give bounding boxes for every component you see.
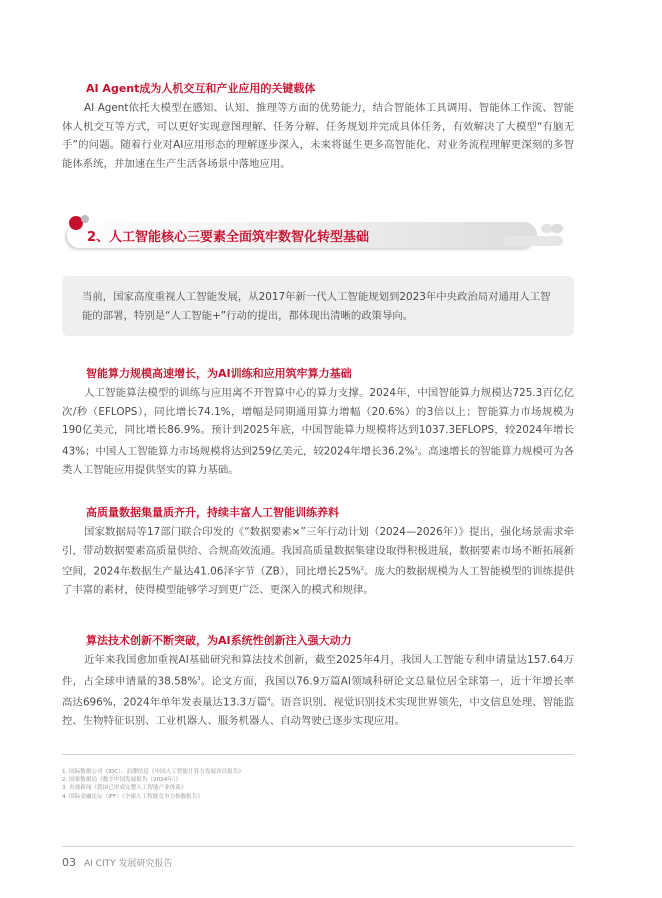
paragraph-compute	[62, 384, 574, 479]
text: 。语音识别、视觉识别技术实现世界领先，中文信息处理、智能监控、生物特征识别、工业机器人、服务机器人、自动驾驶已逐步实现应用。	[62, 696, 574, 727]
footnote: 2. 国家数据局《数字中国发展报告（2024年）》	[62, 777, 182, 784]
paragraph-data	[62, 523, 574, 600]
intro-callout: 当前，国家高度重视人工智能发展，从2017年新一代人工智能规划到2023年中央政治局对通用人工智能的部署，特别是“人工智能+”行动的提出，都体现出清晰的政策导向。	[62, 276, 574, 336]
text: 国家数据局等17部门联合印发的《“数据要素×”三年行动计划（2024—2026年）》提出，强化场景需求牵引，带动数据要素高质量供给、合规高效流通。我国高质量数据集建设取得积极进展，数据要素市场不断拓展新空间，2024年数据生产量达41.06泽字节（ZB），同比增长25%	[62, 526, 574, 578]
footnote-ref: 4	[267, 696, 271, 703]
divider	[62, 846, 574, 847]
footnote: 4. 国际金融论坛（IFF）《全球人工智能竞争力指数报告》	[62, 793, 204, 800]
text: 近年来我国愈加重视AI基础研究和算法技术创新，截至2025年4月，我国人工智能专利申请量达157.64万件，占全球申请量的38.58%	[62, 654, 574, 688]
gray-dot-icon	[81, 215, 89, 223]
paragraph-ai-agent: AI Agent依托大模型在感知、认知、推理等方面的优势能力，结合智能体工具调用、智能体工作流、智能体人机交互等方式，可以更好实现意图理解、任务分解、任务规划并完成具体任务，有效解决了大模型“有脑无手”的问题。随着行业对AI应用形态的理解逐步深入，未来将诞生更多高智能化、对业务流程理解更深刻的多智能体系统，并加速在生产生活各场景中落地应用。	[62, 102, 574, 170]
text: 人工智能算法模型的训练与应用离不开智算中心的算力支撑。2024年，中国智能算力规模达725.3百亿亿次/秒（EFLOPS），同比增长74.1%，增幅是同期通用算力增幅（20.6%）的3倍以上；智能算力市场规模为190亿美元，同比增长86.9%。预计到2025年底，中国智能算力规模将达到1037.3EFLOPS，较2024年增长43%；中国人工智能算力市场规模将达到259亿美元，较2024年增长36.2%	[62, 387, 574, 458]
subheading-data: 高质量数据集量质齐升，持续丰富人工智能训练养料	[86, 506, 339, 519]
text: 。论文方面，我国以76.9万篇AI领域科研论文总量位居全球第一，近十年增长率高达696%，2024年单年发表量达13.3万篇	[62, 675, 574, 709]
decor-pill	[551, 224, 563, 233]
footnote: 1. 国际数据公司（IDC）、浪潮信息《中国人工智能计算力发展评估报告》	[62, 769, 244, 775]
section-title: 2、人工智能核心三要素全面筑牢数智化转型基础	[87, 230, 370, 245]
footnote-ref: 2	[360, 566, 364, 573]
text: 。庞大的数据规模为人工智能模型的训练提供了丰富的素材，使得模型能够学习到更广泛、更深入的模式和规律。	[62, 565, 574, 597]
footnotes	[62, 768, 244, 801]
footnote-ref: 3	[197, 675, 201, 682]
section-header	[63, 218, 575, 250]
footnote: 3. 央视新闻《我国已形成完整人工智能产业体系》	[62, 785, 187, 792]
text: 。高速增长的智能算力规模可为各类人工智能应用提供坚实的算力基础。	[62, 445, 574, 476]
divider	[62, 754, 574, 755]
decor-pill	[503, 236, 563, 246]
paragraph-algorithm	[62, 651, 574, 730]
subheading-algorithm: 算法技术创新不断突破，为AI系统性创新注入强大动力	[86, 634, 352, 647]
report-title: AI CITY 发展研究报告	[84, 859, 173, 869]
subheading-compute: 智能算力规模高速增长，为AI训练和应用筑牢算力基础	[86, 367, 352, 380]
page-footer	[62, 856, 172, 869]
page-number: 03	[62, 856, 76, 869]
footnote-ref: 1	[414, 445, 418, 452]
subheading-ai-agent: AI Agent成为人机交互和产业应用的关键载体	[86, 82, 316, 95]
